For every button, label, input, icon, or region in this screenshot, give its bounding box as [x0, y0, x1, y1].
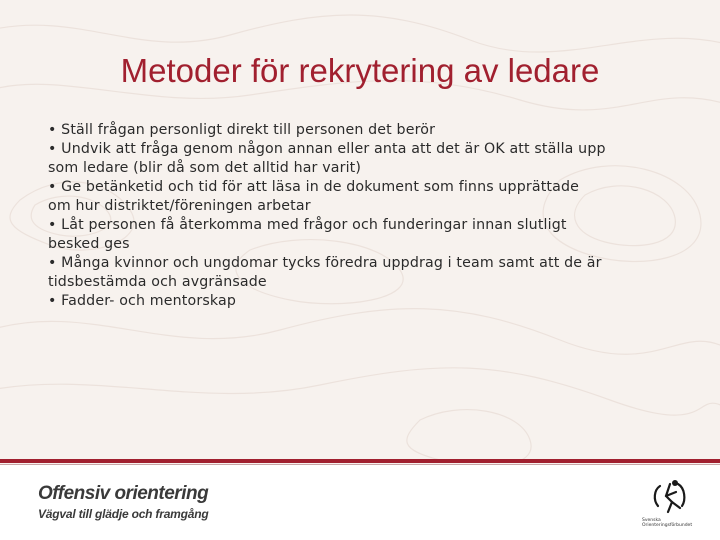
footer-tagline: Vägval till glädje och framgång — [38, 507, 209, 521]
footer-divider — [0, 459, 720, 463]
orienteer-runner-logo-icon — [648, 478, 692, 522]
bullet-item: • Ställ frågan personligt direkt till personen det berör — [48, 122, 436, 138]
bullet-item: • Låt personen få återkomma med frågor och funderingar innan slutligt — [48, 217, 567, 233]
bullet-item: • Undvik att fråga genom någon annan eller anta att det är OK att ställa upp — [48, 141, 606, 157]
logo-wordmark — [642, 518, 712, 528]
bullet-item: • Många kvinnor och ungdomar tycks föredra uppdrag i team samt att de är — [48, 255, 602, 271]
bullet-item-continuation: om hur distriktet/föreningen arbetar — [48, 198, 311, 214]
logo-line: Orienteringsförbundet — [642, 523, 693, 528]
bullet-item-continuation: som ledare (blir då som det alltid har varit) — [48, 160, 362, 176]
bullet-item: • Ge betänketid och tid för att läsa in de dokument som finns upprättade — [48, 179, 579, 195]
bullet-list — [48, 121, 688, 311]
bullet-item: • Fadder- och mentorskap — [48, 293, 236, 309]
slide-title: Metoder för rekrytering av ledare — [120, 52, 600, 89]
footer-title: Offensiv orientering — [38, 483, 209, 504]
bullet-item-continuation: besked ges — [48, 236, 130, 252]
bullet-item-continuation: tidsbestämda och avgränsade — [48, 274, 267, 290]
logo-line: Svenska — [642, 518, 661, 523]
